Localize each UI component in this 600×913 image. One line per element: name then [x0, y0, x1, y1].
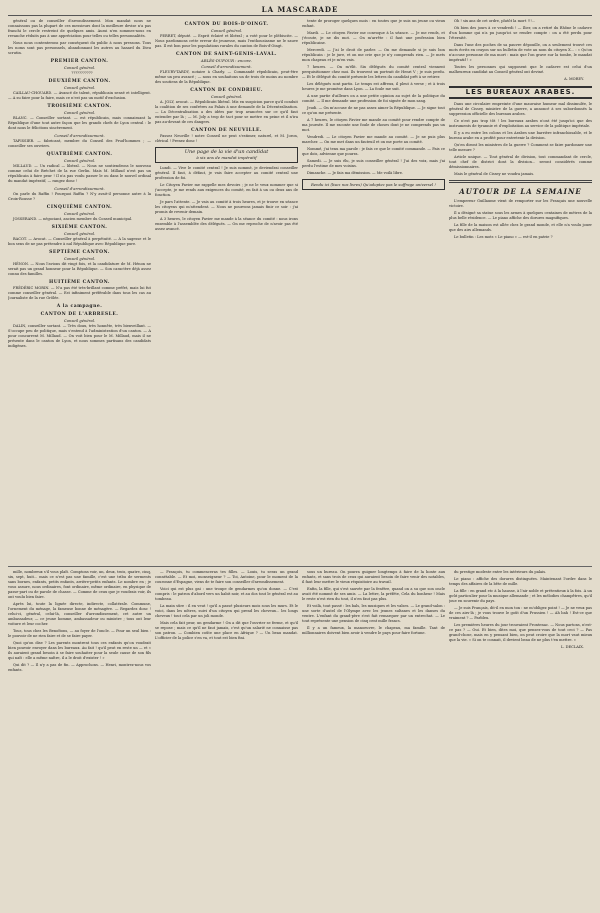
text-paragraph: du prestige modeste entre les intérieurs du palais.	[454, 570, 547, 574]
article-paragraph: L'empereur Guillaume vient de remporter sur les Français une nouvelle victoire.	[449, 199, 592, 208]
diary-paragraph: Le Citoyen Favier me rappelle mes devoirs ; je ne le veux nommer que si j'accepte, je me rends aux exigences du comité, en fait à un ou deux ans de fonction.	[155, 183, 298, 197]
masthead	[8, 4, 592, 16]
masthead-title: LA MASCARADE	[261, 5, 339, 14]
council-subheading: Conseil d'arrondissement.	[54, 186, 105, 191]
column-3	[302, 19, 445, 564]
feature-box	[155, 147, 298, 163]
canton-heading: CINQUIÈME CANTON.	[46, 205, 113, 210]
candidate-paragraph: DALIN, conseiller sortant. — Très doux, très honnête, très bienveillant. — S'occupe peu de politique, mais s'entend à l'administration d'un canton. — A pour concurrent M. Millaud. — On voit bien pour le M. Millaud, mais il ne présente dans le canton de Lyon, et nous sommes partisans des candidats indigènes.	[8, 324, 151, 348]
lower-columns	[8, 566, 592, 910]
diary-paragraph: Vendredi. — Le citoyen Favier me mande au comité. — Je ne puis plus marcher. — On me met dans un fauteuil et on me porte au comité.	[302, 135, 445, 144]
diary-paragraph: 7 heures. — On m'élit. Six délégués du comité central viennent perquisitionner chez moi. Ils trouvent un portrait de Henri V ; je suis perdu. — Et le délégué du comité présente les lettres du candidat prêt à se retirer.	[302, 65, 445, 79]
text-paragraph: La fille : en grand etc à la hausse, à l'air noble et prétentieux à la fois. A un goût particulier pour la musique allemande ; et les mélodies champêtres, qu'il joue en souvenir du pays.	[449, 589, 592, 603]
text-paragraph: Tous, tous chez les Benoîtons, — au foyer de l'oncle. — Pour un seul bien : le pouvoir de ne rien faire et de se faire payer.	[8, 629, 151, 638]
article-paragraph: Qu'en diront les ministres de la guerre ? Comment se faire pardonner une telle mesure ?	[449, 143, 592, 152]
council-subheading: Conseil général.	[63, 65, 96, 70]
text-paragraph: mille, nombreux s'il vous plaît. Comptons voir, un, deux, trois, quatre, cinq, six, sept, huit... mais ce n'est pas une famille, c'est une tribu de serments sans bornes, enfants, petits enfants, arrière-petits enfants. Le nombre en ; je vous assure, nous ordinaires, font ordinaire, même ordinaire, en physique de passe-part ou de parole de chasse. — Comme de ceux que je voudrais voir, ils ont voulu bien faire.	[8, 570, 151, 599]
diary-paragraph: Nommé, j'ai tenu ma parole : je fais ce que le comité commande. — Fais ce que dois, advienne que pourra.	[302, 147, 445, 156]
candidate-paragraph: FRÉDÉRIC MORIN. — N'a pas été très-brillant comme préfet, mais lui fut comme conseiller général. — Est infiniment préférable dans tous les cas au Journaliste de la rue Grôlée.	[8, 286, 151, 300]
candidate-paragraph: HÉNON. — Nous l'avions dit vingt fois, et la candidature de M. Hénon ne serait pas un grand honneur pour la République. — Son caractère déjà assez connu des familles.	[8, 262, 151, 276]
feature-title: Une page de la vie d'un candidat	[184, 149, 269, 155]
diary-paragraph: A une partie d'ailleurs on a une petite opinion au sujet de la politique du comité. — Il me demande une profession de foi signée de mon sang.	[302, 94, 445, 103]
council-subheading: Conseil général.	[210, 94, 243, 99]
diary-paragraph: Je pars l'attente. — Je vais au comité à trois heures, et je trouve en séance les citoyens qui m'attendent. — Nous ne pourrons jamais finir ce soir : j'ai promis de revenir demain.	[155, 200, 298, 214]
intro-paragraph-2: Nous nous contenterons par conséquent du public à nous pressons. Tous les noms sont pas personnels, abandonnant les autres au hasard du Dieu scrutin.	[8, 41, 151, 55]
canton-heading: PREMIER CANTON.	[50, 59, 109, 64]
inset-box	[302, 179, 445, 190]
text-paragraph: Le piano : affiche des dorures distinguées. Maintenant l'ordre dans le temps des affaires de la bête de mille.	[449, 577, 592, 586]
section-title: AUTOUR DE LA SEMAINE	[459, 187, 582, 196]
candidate-paragraph: CAILLAU-CHOUARD. — Avancé de talent, républicain sensé et intelligent. — A su faire pour la faire, mais ce n'est pas un motif d'exclusion.	[8, 91, 151, 100]
text-paragraph: Et voilà, tout passé : les bals, les musiques et les valses. — Le grand-salon : une sorte d'autel de l'Olympe avec les jeunes sultanes et les danses du ventre. L'enfant du grand-père s'est fait remarquer par un entrechat. — Le tout représente une pension de cinq cent mille francs.	[302, 604, 445, 623]
council-subheading: Conseil général.	[63, 318, 96, 323]
signature: L. DECLAIX.	[560, 645, 584, 649]
text-paragraph: Les premières heures du jour trouvaient Frontenac. — Nous partons, n'est-ce pas ? — Oui. Et bien, dites moi, que pensez-vous de tout ceci ? — Pas grand-chose, mais en y pensant bien, on peut croire que la mort vaut mieux que la vie. « Si on te connait, il devient beau de ne plus t'en mettre. »	[449, 623, 592, 642]
text-paragraph: sous un bureau. On pourra guigner longtemps à faire de la honte aux enfants, et sans trois de ceux qui auraient besoin de faire venir des notables, il faut leur mettre le vieux réquisitoire au travail.	[302, 570, 445, 584]
article-paragraph: Article unique. — Tout général de division, tout commandant de cercle, tout chef de district dont la division... seront considérés comme démissionnaires.	[449, 155, 592, 169]
council-subheading: Conseil général.	[63, 231, 96, 236]
article-paragraph: Il y a eu entre les colons et les Arabes une barrière infranchissable, et le bureau arabe en a profité pour entretenir la division.	[449, 131, 592, 140]
candidate-paragraph: BACOT. — Avocat. — Conseiller général à perpétuité. — A la sagesse et le bon sens de ne pas prétendre à nul République avec République pure.	[8, 237, 151, 246]
council-subheading: Conseil général.	[63, 158, 96, 163]
column-2	[155, 19, 298, 564]
diary-paragraph: Mardi. — Le citoyen Favier me convoque à la séance. — Je me rends, et j'écoute, je ne dis mot. — On m'arrête : il faut une profession bien républicaine.	[302, 31, 445, 45]
column-1	[8, 19, 151, 564]
article-paragraph: Ce n'est pas trop tôt ! les bureaux arabes n'ont été jusqu'ici que des instruments de tyrannie et d'exploitation au service de la politique impériale.	[449, 119, 592, 128]
council-subheading: Conseil général.	[63, 256, 96, 261]
council-subheading: Conseil général.	[210, 28, 243, 33]
article-title: LES BUREAUX ARABES.	[449, 86, 592, 99]
diary-paragraph: A 7 heures, le citoyen Favier me mande au comité pour rendre compte de ma journée. Il me raconte une foule de choses dont je ne comprends pas un mot.	[302, 118, 445, 132]
canton-heading: CANTON DE CONDRIEU.	[190, 88, 263, 93]
text-paragraph: Il y a un fameux, la manoeuvre, le chapeau, ma famille. Tant de millionnaires doivent bien avoir à vendre le pays pour faire fortune.	[302, 626, 445, 635]
lower-column-1	[8, 570, 151, 910]
candidate-paragraph: Passez Neuville ! notre Conseil ne peut s'estimer, naturel, et M. Joron, clérical ! Prenez donc !	[155, 134, 298, 143]
text-paragraph: — Je suis Français, dit-il en mon ton : ne m'obligez point ! — Je ne veux pas de ces airs-là ; je vous trouve le goût d'un Prussien ! — Ah bah ! Est-ce que vraiment ? — Parbleu.	[449, 606, 592, 620]
article-paragraph: Où bien des jours à ce vendredi ! — Ilier, on a retiré du Rhône le cadavre d'un homme qui n'a pu jusqu'ici se rendre compte : on a été perdu pour l'éternité.	[449, 26, 592, 40]
candidate-paragraph: PERRET, député. — Esprit éclairé et libéral ; a voté pour le plébiscite. — Nous pardonnons cette erreur de jeunesse, mais l'enthousiasme ne le sauve pas. Il est bon pour les populations rurales du canton de Bois-d'Oingt.	[155, 34, 298, 48]
candidate-paragraph: BLANC. — Conseiller sortant. — est républicain, mais connaissant la République d'une tout autre façon que les grands chefs de Lyon central : le dont nous le félicitons sincèrement.	[8, 116, 151, 130]
council-subheading: Conseil général.	[63, 85, 96, 90]
article-paragraph: Toutes les personnes qui supposent que le cadavre est celui d'un malheureux candidat au Conseil général ont deviné.	[449, 65, 592, 74]
canton-heading: CANTON DU BOIS-D'OINGT.	[184, 22, 269, 27]
stars-line: ???????????	[71, 71, 93, 75]
diary-paragraph: Jeudi. — On m'accuse de ne pas assez aimer la République. — Je signe tout ce qu'on me présente.	[302, 106, 445, 115]
text-paragraph: Qui dit ? — Il n'y a pas de fin. — Approchons. — Henri, montrez-nous vos enfants.	[8, 663, 151, 672]
diary-paragraph: tente de proroger quelques mois : en toutes que je suis un jeune ou vieux enfant.	[302, 19, 445, 28]
text-paragraph: Mais cela fait peur, un gendarme ! On a dit que l'ouvrier se ferme, et qu'il se repose ; mais ce qu'il ne faut jamais, c'est qu'un salarié ne connaisse pas son patron. — Combien coûte une place en Afrique ? — Un beau mandat. L'officier de la police s'en va, et tout est bien fini.	[155, 621, 298, 640]
canton-heading: SEPTIÈME CANTON.	[49, 250, 110, 255]
diary-paragraph: A 3 heures, le citoyen Favier me mande à la séance du comité : nous irons ensemble à l'assemblée des délégués. — On me reproche de n'avoir pas été assez avancé.	[155, 217, 298, 231]
council-subheading: Conseil général.	[63, 110, 96, 115]
article-paragraph: Mais le général de Cissey ne voudra jamais.	[454, 172, 535, 176]
council-subheading: ARLÈS-DUFOUR : encore.	[200, 58, 253, 63]
council-subheading: Conseil d'arrondissement.	[54, 133, 105, 138]
text-paragraph: La main sûre : il en veut ! qu'il a passé plusieurs mois sous les murs. Et le voici, dans les nôtres, suivi d'un citoyen qui prend les cheveux... les longs cheveux ! tout cela par un joli monde.	[155, 604, 298, 618]
candidate-paragraph: MILLAUD. — Un radical — libéral. — Nous ne soutiendrons le nouveau comme celui de Bréchet de la rue Gerlin. Mais M. Millaud n'est pas un républicain à faire peur ! Il n'a pas voulu passer le ou dans le nouvel ordinal du mandat impératif, — rangez donc !	[8, 164, 151, 183]
article-paragraph: Le bulletin : Les mots « Le piano » — est-il en patrie ?	[454, 235, 553, 239]
canton-heading: DEUXIÈME CANTON.	[48, 79, 111, 84]
section-heading: A la campagne.	[56, 304, 103, 309]
text-paragraph: Enfin, la fille, qui s'est sauvée par la fenêtre, quand on a su que son oncle avait été nommé de ses amis. — La lettre, la préfète, Cela du bonheur ! Mais le reste n'est rien du tout, il n'en faut pas plus.	[302, 587, 445, 601]
candidate-paragraph: A. JOLY, avocat. — Républicain libéral. Mis en suspicion parce qu'il conduit la coalition de ses confrères au Palais à une demande de la Décentralisation. — La Décentralisation a des idées par trop avancées sur ce qu'il faut entendre par là ; — M. Joly a trop de tact pour se mettre en peine et il n'ira pas au-devant de ces dangers.	[155, 100, 298, 124]
text-paragraph: — François, tu commenceras tes filles. — Louis, tu seras un grand connétable. — Et moi, monseigneur ? — Toi, Antoine, pour le moment de la couronne d'Espagne, viens de te faire son conseiller d'arrondissement.	[155, 570, 298, 584]
diary-paragraph: Les délégués sont partis. Le temps est affreux, il pleut à verse ; et à trois heures je me promène dans Lyon. — La foule me suit.	[302, 82, 445, 91]
column-4	[449, 19, 592, 564]
canton-heading: SIXIÈME CANTON.	[51, 225, 108, 230]
upper-columns	[8, 19, 592, 564]
text-paragraph: Quoi qu'on dise ? Les parents montrent tous ces enfants qu'on voudrait bien pouvoir envoyer dans les bureaux. Au fait ! qu'il peut en reste un — et « ils auraient grand besoin à se faire souhaiter pour la seule cause de son fils qui naît : elle a même naître, il a le droit d'exister ! »	[8, 641, 151, 660]
inset-text: Rendu ici (lisez nos livres) Qu'adoptez pas le suffrage universel !	[311, 182, 436, 187]
divider	[449, 180, 592, 183]
candidate-paragraph: JOSSERAND. — négociant, ancien membre du Conseil municipal.	[13, 217, 133, 221]
intro-paragraph: général ou de conseiller d'arrondissement. Mon mandat nous ne connaissons pas la plupart de ces messieurs dont la meilleure devise n'a pas franchi le cercle restreint de quelques amis. Aussi n'en sommes-nous en revanche réduits pas à une appréciation pour telles ou telles personnalités.	[8, 19, 151, 38]
council-subheading: Conseil général.	[63, 211, 96, 216]
diary-paragraph: Dimanche. — Je fais ma démission. — Me voilà libre.	[307, 171, 404, 175]
signature: A. MOREY.	[564, 77, 584, 81]
text-paragraph: Voici qui est plus gai : une troupe de gendarmes qu'on donne. — C'est compris : le patron d'abord vers un habit noir, et au dos tout le général est au tombeau.	[155, 587, 298, 601]
canton-heading: CANTON DE NEUVILLE.	[191, 128, 262, 133]
canton-heading: HUITIÈME CANTON.	[49, 280, 110, 285]
article-paragraph: Dans une circulaire empreinte d'une mauvaise humeur mal dissimulée, le général de Cissey, ministre de la guerre, a annoncé à ses subordonnés la suppression officielle des bureaux arabes.	[449, 102, 592, 116]
article-paragraph: Oh ! six ans de cet ordre, plutôt la mort !!!...	[454, 19, 536, 23]
lower-column-2	[155, 570, 298, 910]
candidate-paragraph: On parle du Raffin ! Pourquoi Raffin ? N'y avait-il personne autre à la Croix-Rousse ?	[8, 192, 151, 201]
article-paragraph: Dans l'une des poches de sa pauvre dépouille, on a seulement trouvé ces mots écrits en crayon sur un bulletin de vote au nom du citoyen X... : « Qu'on n'accuse personne de ma mort : mais que l'on grave sur la tombe, le mandat impératif ! »	[449, 43, 592, 62]
article-paragraph: Il a désigné sa statue sous les armes à quelques centaines de mètres de la plus belle résidence. — Le piano affiche des dorures magnifiques.	[449, 211, 592, 220]
diary-paragraph: Lundi. — Vive le comité central ! Je suis nommé, je deviendrai conseiller général. Il faut, à défaut, je vais faire accepter au comité central une profession de foi.	[155, 166, 298, 180]
lower-column-4	[449, 570, 592, 910]
diary-paragraph: Samedi. — Je suis élu, je suis conseiller général ! J'ai des voix, mais j'ai perdu l'estime de mes voisins.	[302, 159, 445, 168]
article-paragraph: La fille de la maison est allée chez le grand monde, et elle n'a voulu jouer que des airs allemands.	[449, 223, 592, 232]
candidate-paragraph: FLEURY-TARDY, notaire à Charly. — Commandé républicain, peut-être même un peu avancé ; — nous en souhaitons un de trois de moins au nombre des soutiens de la République.	[155, 70, 298, 84]
canton-heading: CANTON DE SAINT-GENIS-LAVAL.	[176, 52, 277, 57]
lower-column-3	[302, 570, 445, 910]
text-paragraph: Après lui, toute la lignée directe, indirecte, collatérale. Commune, l'ornement du ménage, la fameuse bonne de ménagère. — Regardez donc ! celui-ci, général, celui-là, conseiller d'arrondissement, cet autre un ambassadeur, — ce jeune homme, ambassadeur ou ministre ; tous ont leur voiture et leur cocher.	[8, 602, 151, 626]
diary-paragraph: Mercredi. — J'ai le droit de parler. — On me demande si je suis bon républicain : je le jure, et on me crie que je n'y comprends rien. — Je mets mon chapeau et je m'en vais.	[302, 48, 445, 62]
feature-subtitle: à six ans de mandat impératif	[196, 155, 257, 160]
canton-heading: QUATRIÈME CANTON.	[46, 152, 113, 157]
candidate-paragraph: TAPISSIER. — fabricant, membre du Conseil des Prud'hommes ; — conseiller ses ouvriers.	[8, 139, 151, 148]
canton-heading: TROISIÈME CANTON.	[47, 104, 112, 109]
canton-heading: CANTON DE L'ARBRESLE.	[40, 312, 119, 317]
council-subheading: Conseil d'arrondissement.	[201, 64, 252, 69]
